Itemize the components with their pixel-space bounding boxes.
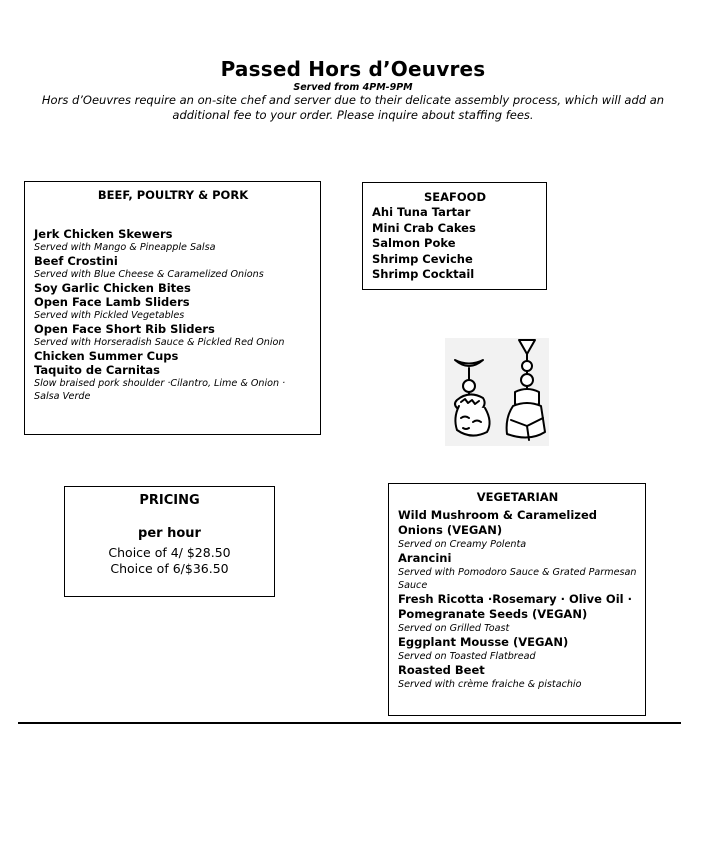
- menu-item-name: Chicken Summer Cups: [34, 349, 179, 363]
- menu-item-desc: Served with Blue Cheese & Caramelized Onions: [34, 269, 264, 280]
- pricing-per-hour: per hour: [138, 526, 201, 541]
- menu-item-name: Mini Crab Cakes: [372, 220, 476, 235]
- menu-item-name: Roasted Beet: [398, 663, 485, 677]
- seafood-section: [362, 182, 547, 290]
- menu-item-name: Taquito de Carnitas: [34, 363, 161, 377]
- seafood-heading: SEAFOOD: [424, 190, 486, 204]
- menu-item-name: Beef Crostini: [34, 254, 118, 268]
- page-title: Passed Hors d’Oeuvres: [220, 57, 486, 81]
- staffing-note: Hors d’Oeuvres require an on-site chef and server due to their delicate assembly process, which will add an additional fee to your order. Please inquire about staffing fees.: [41, 93, 665, 122]
- pricing-heading: PRICING: [139, 493, 200, 508]
- menu-item-desc: Slow braised pork shoulder ·Cilantro, Lime & Onion · Salsa Verde: [34, 378, 286, 402]
- beef-heading: BEEF, POULTRY & PORK: [97, 188, 249, 202]
- menu-item-desc: Served with Pomodoro Sauce & Grated Parmesan Sauce: [398, 567, 637, 591]
- pricing-section: [64, 486, 275, 597]
- vegetarian-section: [388, 483, 646, 716]
- menu-item-name: Soy Garlic Chicken Bites: [34, 281, 191, 295]
- menu-item-name: Wild Mushroom & Caramelized Onions (VEGAN): [398, 508, 597, 537]
- menu-item-desc: Served on Creamy Polenta: [398, 539, 527, 550]
- footer-divider: [18, 722, 681, 724]
- menu-item-name: Eggplant Mousse (VEGAN): [398, 635, 569, 649]
- served-hours: Served from 4PM-9PM: [293, 82, 413, 93]
- vegetarian-heading: VEGETARIAN: [476, 490, 559, 504]
- menu-item-name: Ahi Tuna Tartar: [372, 205, 471, 219]
- menu-item-name: Jerk Chicken Skewers: [34, 227, 173, 241]
- menu-item-desc: Served on Grilled Toast: [398, 623, 510, 634]
- menu-item-name: Open Face Lamb Sliders: [34, 295, 190, 309]
- menu-item-name: Shrimp Cocktail: [372, 267, 475, 281]
- menu-item-desc: Served with Mango & Pineapple Salsa: [34, 242, 216, 253]
- menu-item-name: Salmon Poke: [372, 236, 456, 250]
- menu-item-desc: Served with Horseradish Sauce & Pickled Red Onion: [34, 337, 285, 348]
- menu-item-desc: Served on Toasted Flatbread: [398, 651, 536, 662]
- menu-item-name: Fresh Ricotta ·Rosemary · Olive Oil · Pomegranate Seeds (VEGAN): [398, 592, 632, 621]
- menu-item-desc: Served with Pickled Vegetables: [34, 310, 185, 321]
- menu-item-name: Shrimp Ceviche: [372, 251, 473, 266]
- menu-item-name: Open Face Short Rib Sliders: [34, 322, 215, 336]
- beef-poultry-pork-section: [24, 181, 321, 435]
- hors-doeuvre-illustration: [443, 336, 551, 448]
- menu-item-name: Arancini: [398, 551, 452, 565]
- menu-item-desc: Served with crème fraiche & pistachio: [398, 679, 582, 690]
- price-choice-6: Choice of 6/$36.50: [110, 560, 229, 576]
- price-choice-4: Choice of 4/ $28.50: [108, 545, 231, 560]
